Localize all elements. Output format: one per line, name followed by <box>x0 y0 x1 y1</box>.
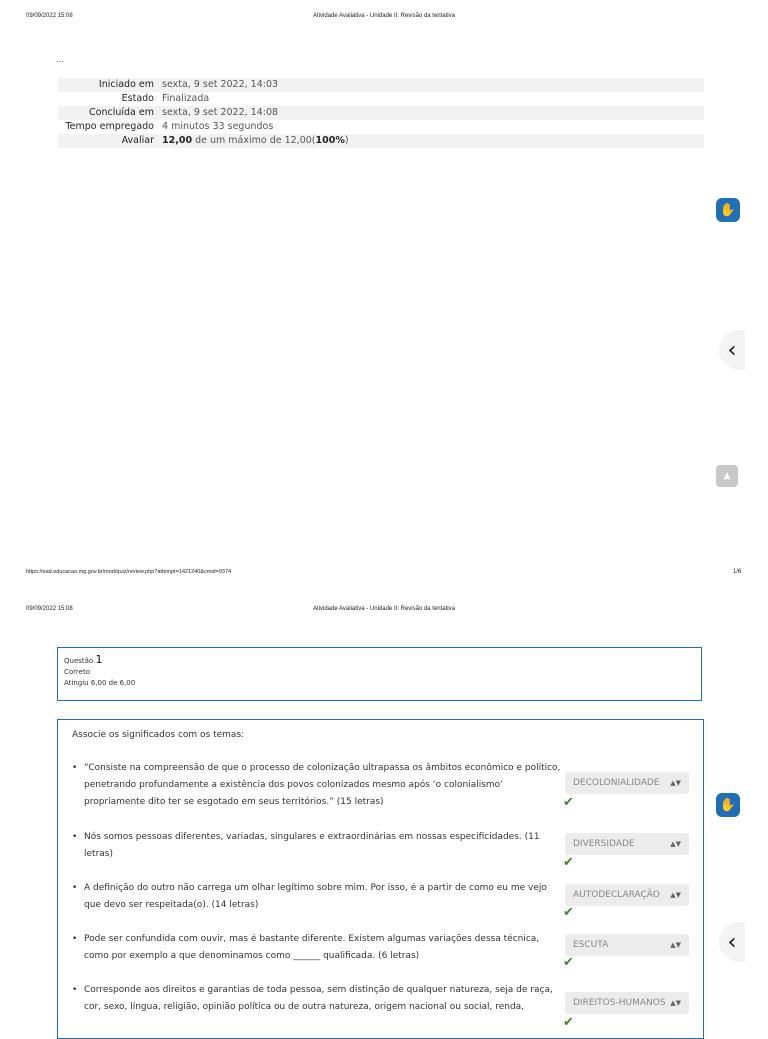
print-title-2: Atividade Avaliativa - Unidade II: Revisão da tentativa <box>313 606 455 612</box>
list-item: • Corresponde aos direitos e garantias de toda pessoa, sem distinção de qualquer natureza, seja de raça, cor, sexo, língua, religião, opinião política ou de outra natureza, origem nacional ou social, renda, <box>72 982 562 1016</box>
item-text: “Consiste na compreensão de que o processo de colonização ultrapassa os âmbitos econômico e político, penetrando profundamente a existência dos povos colonizados mesmo após ‘o colonialismo’ propriamente dito ter se esgotado em seus territórios.” (15 letras) <box>84 763 561 807</box>
summary-value: sexta, 9 set 2022, 14:03 <box>158 78 704 92</box>
grade-text-end: ) <box>344 135 349 146</box>
answer-select[interactable] <box>565 772 689 794</box>
answer-select[interactable] <box>565 884 689 906</box>
question-content <box>57 719 704 1039</box>
accessibility-hand-icon[interactable]: ✋ <box>716 198 740 222</box>
print-page-number: 1/6 <box>733 569 742 575</box>
chevron-left-icon[interactable]: ‹ <box>719 922 745 962</box>
check-icon: ✔ <box>563 795 574 810</box>
grade-text: de um máximo de 12,00( <box>192 135 316 146</box>
chevron-up-icon[interactable]: ▲ <box>716 465 738 487</box>
print-title: Atividade Avaliativa - Unidade II: Revisão da tentativa <box>313 13 455 19</box>
list-item: • “Consiste na compreensão de que o processo de colonização ultrapassa os âmbitos econômico e político, penetrando profundamente a existência dos povos colonizados mesmo após ‘o colonialismo’ propriamente dito ter se esgotado em seus territórios.” (15 letras) <box>72 760 562 811</box>
table-row <box>58 134 704 148</box>
item-text: Nós somos pessoas diferentes, variadas, singulares e extraordinárias em nossas especificidades. (11 letras) <box>84 832 540 859</box>
summary-label: Iniciado em <box>58 78 158 92</box>
list-item: • A definição do outro não carrega um olhar legítimo sobre mim. Por isso, é a partir de como eu me vejo que devo ser respeitada(o). (14 letras) <box>72 880 562 914</box>
summary-label: Concluída em <box>58 106 158 120</box>
table-row <box>58 92 704 106</box>
summary-label: Estado <box>121 93 154 104</box>
select-value: AUTODECLARAÇÃO <box>573 890 660 900</box>
attempt-summary-table <box>58 78 704 148</box>
question-status: Correto <box>64 668 90 676</box>
answer-select[interactable] <box>565 992 689 1014</box>
select-value: DIVERSIDADE <box>573 839 635 849</box>
grade-percent: 100% <box>315 135 345 146</box>
chevron-left-icon[interactable]: ‹ <box>719 330 745 370</box>
answer-select[interactable] <box>565 833 689 855</box>
summary-label: Tempo empregado <box>65 121 154 132</box>
print-url: https://ead.educacao.mg.gov.br/mod/quiz/review.php?attempt=1421240&cmid=9374 <box>26 569 232 575</box>
item-text: Pode ser confundida com ouvir, mas é bastante diferente. Existem algumas variações dessa técnica, como por exemplo a que denominamos como ______ qualificada. (6 letras) <box>84 934 540 961</box>
summary-value: 4 minutos 33 segundos <box>162 121 274 132</box>
accessibility-hand-icon[interactable]: ✋ <box>716 793 740 817</box>
table-row <box>58 78 704 92</box>
check-icon: ✔ <box>563 1015 574 1030</box>
question-mark: Atingiu 6,00 de 6,00 <box>64 679 136 687</box>
grade-label: Avaliar <box>58 134 158 148</box>
table-row <box>58 106 704 120</box>
select-value: DECOLONIALIDADE <box>573 778 660 788</box>
summary-value: Finalizada <box>162 93 210 104</box>
select-value: DIREITOS-HUMANOS <box>573 998 666 1008</box>
item-text: A definição do outro não carrega um olhar legítimo sobre mim. Por isso, é a partir de como eu me vejo que devo ser respeitada(o). (14 letras) <box>84 883 547 910</box>
sort-arrows-icon: ▲▼ <box>670 840 681 848</box>
check-icon: ✔ <box>563 905 574 920</box>
summary-value: sexta, 9 set 2022, 14:08 <box>158 106 704 120</box>
question-info <box>57 647 702 701</box>
sort-arrows-icon: ▲▼ <box>670 891 681 899</box>
breadcrumb[interactable]: ... <box>56 55 64 64</box>
check-icon: ✔ <box>563 955 574 970</box>
question-label: Questão <box>64 657 94 665</box>
question-number: 1 <box>95 653 103 666</box>
sort-arrows-icon: ▲▼ <box>670 941 681 949</box>
table-row <box>58 120 704 134</box>
print-datetime: 09/09/2022 15:08 <box>26 13 73 19</box>
question-prompt: Associe os significados com os temas: <box>72 730 245 740</box>
grade-score: 12,00 <box>162 135 193 146</box>
print-datetime-2: 09/09/2022 15:08 <box>26 606 73 612</box>
list-item: • Pode ser confundida com ouvir, mas é bastante diferente. Existem algumas variações dessa técnica, como por exemplo a que denominamos como ______ qualificada. (6 letras) <box>72 931 562 965</box>
select-value: ESCUTA <box>573 940 609 950</box>
grade-value <box>158 134 704 148</box>
sort-arrows-icon: ▲▼ <box>670 779 681 787</box>
list-item: • Nós somos pessoas diferentes, variadas, singulares e extraordinárias em nossas especificidades. (11 letras) <box>72 829 562 863</box>
sort-arrows-icon: ▲▼ <box>670 999 681 1007</box>
item-text: Corresponde aos direitos e garantias de toda pessoa, sem distinção de qualquer natureza, seja de raça, cor, sexo, língua, religião, opinião política ou de outra natureza, origem nacional ou social, renda, <box>84 985 553 1012</box>
answer-select[interactable] <box>565 934 689 956</box>
check-icon: ✔ <box>563 855 574 870</box>
